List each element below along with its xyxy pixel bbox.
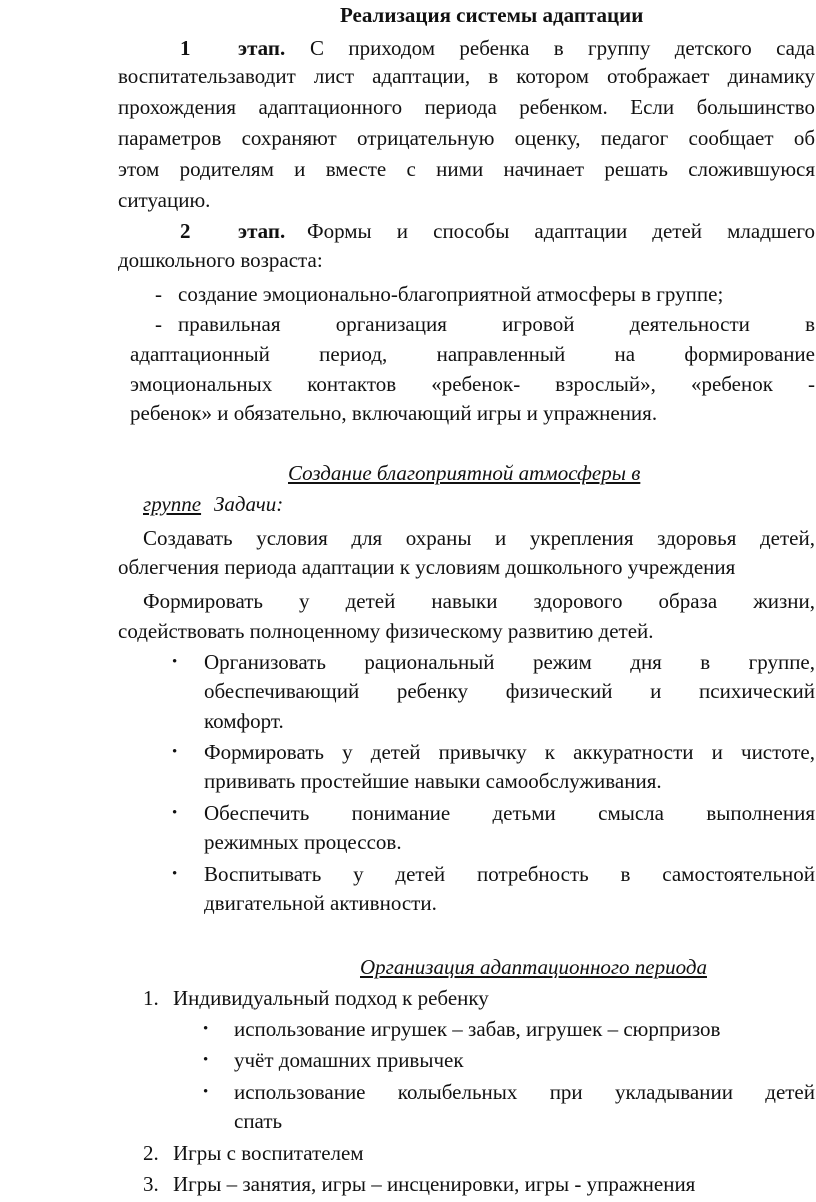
- bullet-marker: •: [172, 744, 178, 760]
- stage1-label: этап.: [238, 36, 286, 60]
- bullet-marker: •: [172, 805, 178, 821]
- stage2-number: 2: [180, 219, 191, 243]
- task-paragraph-line: Создавать условия для охраны и укрепления здоровья детей,: [143, 526, 815, 550]
- list-item: Игры с воспитателем: [173, 1141, 364, 1165]
- stage2-dash-line: ребенок» и обязательно, включающий игры и упражнения.: [130, 401, 658, 425]
- bullet-line: прививать простейшие навыки самообслуживания.: [204, 769, 662, 793]
- stage1-line: ситуацию.: [118, 188, 211, 212]
- section2-heading: Организация адаптационного периода: [360, 955, 707, 979]
- bullet-marker: •: [203, 1021, 209, 1037]
- list-item: Индивидуальный подход к ребенку: [173, 986, 489, 1010]
- bullet-line: двигательной активности.: [204, 891, 437, 915]
- stage1-line: прохождения адаптационного периода ребенком. Если большинство: [118, 95, 815, 119]
- bullet-marker: •: [203, 1052, 209, 1068]
- bullet-line: Обеспечить понимание детьми смысла выполнения: [204, 801, 815, 825]
- sub-list-item: спать: [234, 1109, 283, 1133]
- dash-marker: -: [155, 282, 162, 306]
- page-title: Реализация системы адаптации: [340, 3, 644, 27]
- list-item: Игры – занятия, игры – инсценировки, игры - упражнения: [173, 1172, 696, 1196]
- bullet-line: Формировать у детей привычку к аккуратности и чистоте,: [204, 740, 815, 764]
- bullet-line: Организовать рациональный режим дня в группе,: [204, 650, 815, 674]
- sub-list-item: использование игрушек – забав, игрушек – сюрпризов: [234, 1017, 721, 1041]
- section1-heading: Создание благоприятной атмосферы в: [288, 461, 641, 485]
- dash-marker: -: [155, 312, 162, 336]
- stage2-dash-line: эмоциональных контактов «ребенок- взрослый», «ребенок -: [130, 372, 815, 396]
- sub-list-item: учёт домашних привычек: [234, 1048, 464, 1072]
- task-paragraph-line: облегчения периода адаптации к условиям дошкольного учреждения: [118, 555, 736, 579]
- bullet-marker: •: [172, 654, 178, 670]
- bullet-line: режимных процессов.: [204, 830, 402, 854]
- stage2-label: этап.: [238, 219, 286, 243]
- tasks-label: Задачи:: [214, 492, 284, 516]
- stage2-dash-line: адаптационный период, направленный на формирование: [130, 342, 815, 366]
- stage1-number: 1: [180, 36, 191, 60]
- bullet-marker: •: [203, 1084, 209, 1100]
- stage2-dash-item: создание эмоционально-благоприятной атмосферы в группе;: [178, 282, 724, 306]
- stage2-dash-line: правильная организация игровой деятельности в: [178, 312, 815, 336]
- stage1-line: С приходом ребенка в группу детского сада: [310, 36, 815, 60]
- stage2-line: дошкольного возраста:: [118, 248, 323, 272]
- sub-list-item: использование колыбельных при укладывании детей: [234, 1080, 815, 1104]
- stage2-line: Формы и способы адаптации детей младшего: [307, 219, 815, 243]
- bullet-line: обеспечивающий ребенку физический и психический: [204, 679, 815, 703]
- task-paragraph-line: содействовать полноценному физическому развитию детей.: [118, 619, 654, 643]
- section1-heading-cont: группе: [143, 492, 202, 516]
- bullet-marker: •: [172, 866, 178, 882]
- bullet-line: Воспитывать у детей потребность в самостоятельной: [204, 862, 815, 886]
- stage1-line: этом родителям и вместе с ними начинает решать сложившуюся: [118, 157, 815, 181]
- stage1-line: воспитательзаводит лист адаптации, в котором отображает динамику: [118, 64, 815, 88]
- stage1-line: параметров сохраняют отрицательную оценку, педагог сообщает об: [118, 126, 815, 150]
- list-number: 1.: [143, 986, 159, 1010]
- task-paragraph-line: Формировать у детей навыки здорового образа жизни,: [143, 589, 815, 613]
- list-number: 3.: [143, 1172, 159, 1196]
- bullet-line: комфорт.: [204, 709, 284, 733]
- list-number: 2.: [143, 1141, 159, 1165]
